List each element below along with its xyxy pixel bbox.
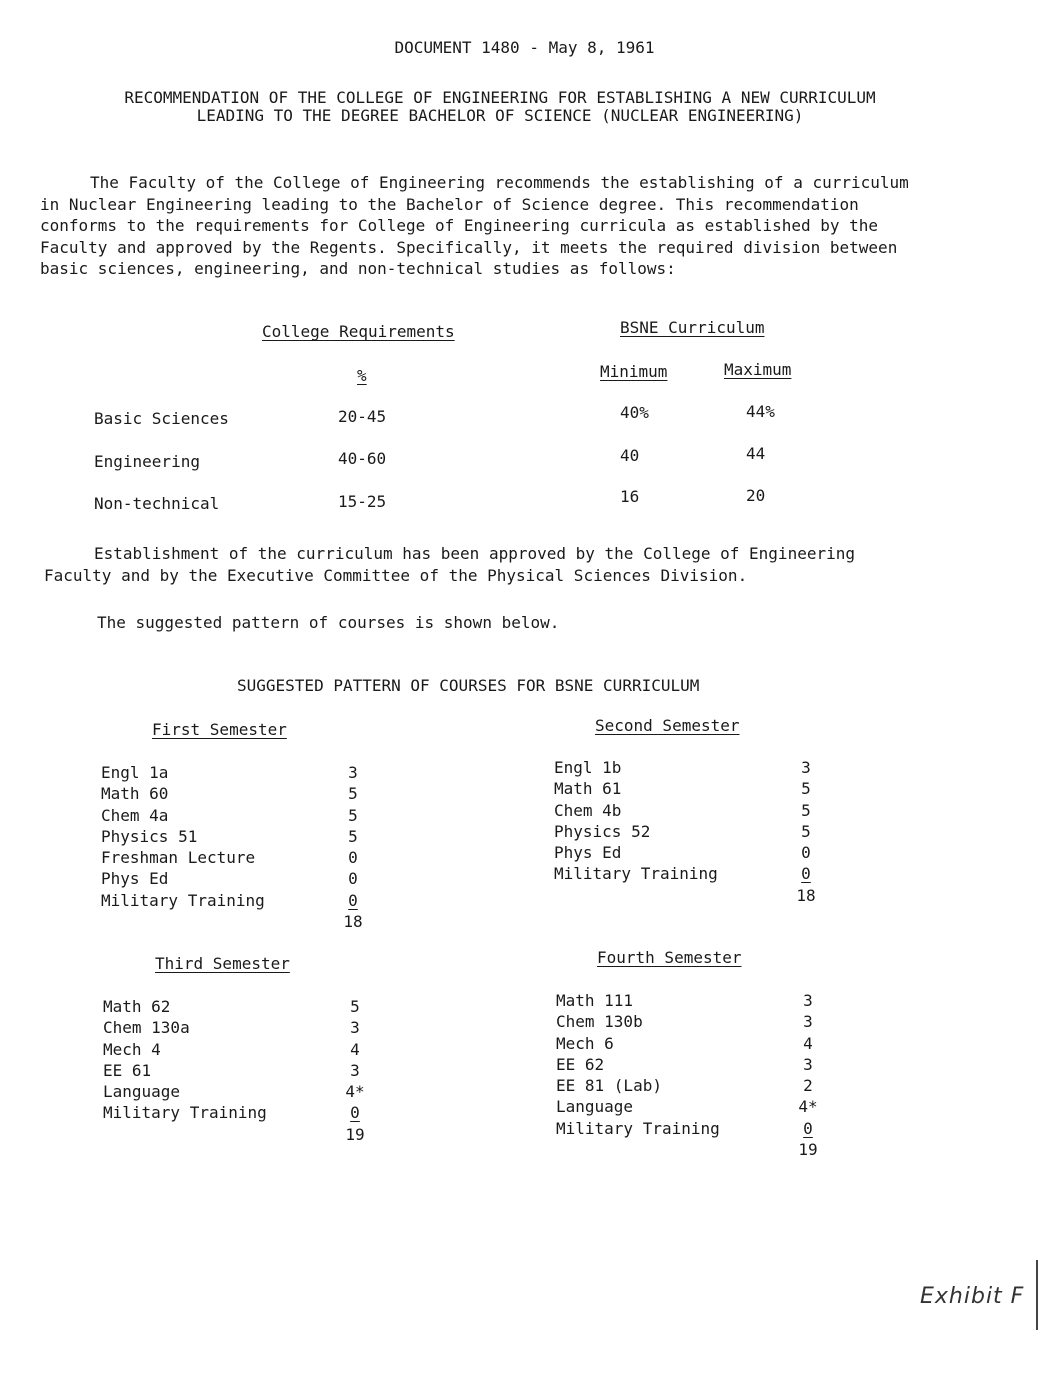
course-units: 3 [350, 1018, 360, 1038]
intro-text: The Faculty of the College of Engineering recommends the establishing of a curriculum in Nuclear Engineering leading to the Bachelor of Science degree. This recommendation conforms to the requirements for College of Engineering curricula as established by the Faculty and approved by the Regents. Specifically, it meets the required division between basic sciences, engineering, and non-technical studies as follows: [40, 173, 909, 278]
course-list-fourth [556, 990, 820, 1160]
semester-total: 18 [796, 885, 816, 905]
course-name: Military Training [554, 864, 718, 884]
course-name: Mech 6 [556, 1033, 614, 1053]
course-units: 5 [348, 784, 358, 804]
course-row [554, 778, 818, 799]
course-name: Military Training [556, 1118, 720, 1138]
course-name: Chem 130a [103, 1018, 190, 1038]
course-row [101, 805, 365, 826]
course-row [554, 757, 818, 778]
req-row-min: 16 [620, 487, 640, 506]
course-name: Engl 1a [101, 763, 169, 782]
req-row-label: Basic Sciences [94, 409, 229, 428]
course-name: Military Training [103, 1103, 267, 1123]
course-name: EE 62 [556, 1054, 605, 1074]
course-units: 3 [350, 1060, 360, 1080]
course-units: 4 [350, 1039, 360, 1059]
course-name: Chem 130b [556, 1012, 643, 1032]
course-row [554, 842, 818, 863]
semester-title-first: First Semester [152, 720, 287, 739]
course-name: Math 111 [556, 991, 634, 1010]
title-line-1: RECOMMENDATION OF THE COLLEGE OF ENGINEERING FOR ESTABLISHING A NEW CURRICULUM [124, 88, 876, 107]
course-units: 3 [801, 758, 811, 777]
semester-title-fourth: Fourth Semester [597, 948, 742, 967]
course-units: 0 [801, 843, 811, 863]
intro-paragraph [40, 172, 920, 280]
document-header: DOCUMENT 1480 - May 8, 1961 [394, 38, 655, 57]
course-row [556, 1054, 820, 1075]
req-row-college: 40-60 [338, 449, 387, 468]
req-row-college: 20-45 [338, 407, 387, 426]
course-name: Math 62 [103, 997, 171, 1016]
maximum-header: Maximum [724, 360, 792, 379]
course-row [101, 826, 365, 847]
course-row [556, 1033, 820, 1054]
semester-title-second: Second Semester [595, 716, 740, 735]
course-name: Engl 1b [554, 758, 622, 777]
course-row [103, 1039, 367, 1060]
course-name: Math 60 [101, 784, 169, 804]
course-units: 5 [801, 800, 811, 820]
course-name: Math 61 [554, 779, 622, 799]
course-name: EE 81 (Lab) [556, 1076, 662, 1096]
course-name: Physics 51 [101, 826, 198, 846]
title-line-2: LEADING TO THE DEGREE BACHELOR OF SCIENCE (NUCLEAR ENGINEERING) [196, 106, 804, 125]
course-name: Phys Ed [101, 869, 169, 889]
course-row [556, 1011, 820, 1032]
course-units: 3 [348, 763, 358, 782]
course-units: 5 [348, 826, 358, 846]
course-units: 2 [803, 1076, 813, 1096]
course-name: Language [556, 1097, 634, 1117]
course-units: 0 [348, 869, 358, 889]
course-units: 4* [798, 1097, 818, 1117]
course-row [556, 1075, 820, 1096]
course-units: 5 [348, 805, 358, 825]
req-row-max: 44 [746, 444, 766, 463]
course-list-third [103, 996, 367, 1145]
course-units: 4* [345, 1082, 365, 1102]
course-row [101, 868, 365, 889]
semester-total: 18 [343, 912, 363, 932]
course-row [554, 800, 818, 821]
course-name: Language [103, 1082, 181, 1102]
course-row [101, 890, 365, 911]
exhibit-label: Exhibit F [920, 1284, 1025, 1309]
course-list-first [101, 762, 365, 932]
course-row [556, 1118, 820, 1139]
percent-header: % [357, 366, 367, 385]
course-name: Mech 4 [103, 1039, 161, 1059]
course-units: 0 [803, 1118, 813, 1138]
approval-paragraph [44, 543, 924, 586]
pattern-intro: The suggested pattern of courses is shown below. [97, 613, 560, 632]
course-row [103, 1102, 367, 1123]
course-list-second [554, 757, 818, 906]
course-units: 0 [801, 864, 811, 884]
course-name: Physics 52 [554, 821, 651, 841]
course-units: 3 [803, 1054, 813, 1074]
page-edge-mark [1036, 1260, 1038, 1330]
course-row [556, 1096, 820, 1117]
course-units: 0 [348, 890, 358, 910]
semester-total: 19 [798, 1140, 818, 1160]
course-row [103, 996, 367, 1017]
bsne-curriculum-header: BSNE Curriculum [620, 318, 765, 337]
approval-text: Establishment of the curriculum has been approved by the College of Engineering Faculty and by the Executive Committee of the Physical Sciences Division. [44, 544, 855, 585]
course-row [103, 1017, 367, 1038]
req-row-min: 40% [620, 403, 649, 422]
req-row-max: 20 [746, 486, 766, 505]
course-name: Military Training [101, 890, 265, 910]
course-row [554, 821, 818, 842]
course-units: 0 [350, 1103, 360, 1123]
course-row [101, 762, 365, 783]
course-name: EE 61 [103, 1060, 152, 1080]
college-requirements-header: College Requirements [262, 322, 455, 341]
req-row-label: Non-technical [94, 494, 220, 513]
semester-total: 19 [345, 1124, 365, 1144]
course-name: Phys Ed [554, 843, 622, 863]
req-row-college: 15-25 [338, 492, 387, 511]
course-name: Chem 4b [554, 800, 622, 820]
course-row [101, 783, 365, 804]
course-units: 4 [803, 1033, 813, 1053]
minimum-header: Minimum [600, 362, 668, 381]
course-row [101, 847, 365, 868]
course-units: 5 [350, 997, 360, 1016]
course-units: 5 [801, 779, 811, 799]
req-row-min: 40 [620, 446, 640, 465]
course-units: 3 [803, 1012, 813, 1032]
semester-title-third: Third Semester [155, 954, 290, 973]
course-units: 5 [801, 821, 811, 841]
course-row [556, 990, 820, 1011]
course-name: Chem 4a [101, 805, 169, 825]
course-row [103, 1060, 367, 1081]
req-row-max: 44% [746, 402, 775, 421]
req-row-label: Engineering [94, 452, 200, 471]
course-units: 3 [803, 991, 813, 1010]
pattern-heading: SUGGESTED PATTERN OF COURSES FOR BSNE CURRICULUM [237, 676, 700, 695]
course-units: 0 [348, 848, 358, 868]
course-row [103, 1081, 367, 1102]
course-name: Freshman Lecture [101, 848, 256, 868]
course-row [554, 863, 818, 884]
